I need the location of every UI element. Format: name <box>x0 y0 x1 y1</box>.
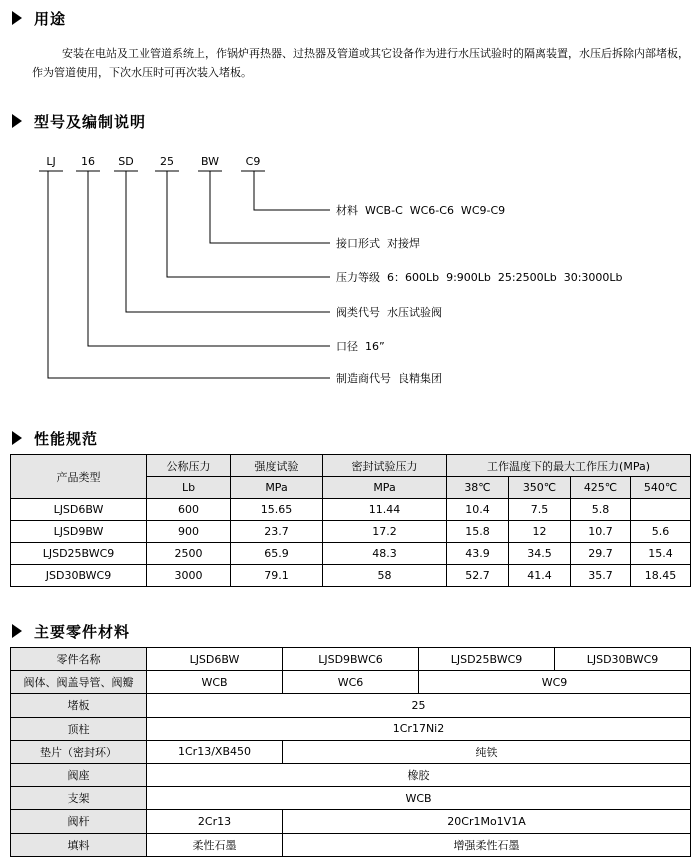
part-name: 阀杆 <box>11 810 147 833</box>
cell-t540: 15.4 <box>631 543 691 565</box>
model-code-diagram <box>0 140 700 390</box>
cell-t38: 52.7 <box>447 565 509 587</box>
part-material: 橡胶 <box>147 763 691 786</box>
parts-table <box>10 647 691 857</box>
header-seal-test: 密封试验压力 <box>323 455 447 477</box>
part-name: 阀座 <box>11 763 147 786</box>
cell-t540: 5.6 <box>631 521 691 543</box>
table-header-row <box>11 455 691 477</box>
cell-model: LJSD25BWC9 <box>11 543 147 565</box>
cell-model: LJSD9BW <box>11 521 147 543</box>
part-name: 阀体、阀盖导管、阀瓣 <box>11 671 147 694</box>
cell-t350: 12 <box>509 521 571 543</box>
code-16: 16 <box>81 155 95 168</box>
cell-t38: 10.4 <box>447 499 509 521</box>
cell-t540: 18.45 <box>631 565 691 587</box>
triangle-arrow-icon <box>12 624 22 638</box>
part-name: 垫片（密封环） <box>11 740 147 763</box>
cell-lb: 600 <box>147 499 231 521</box>
part-material: 20Cr1Mo1V1A <box>283 810 691 833</box>
cell-t350: 7.5 <box>509 499 571 521</box>
header-model-1: LJSD6BW <box>147 648 283 671</box>
code-25: 25 <box>160 155 174 168</box>
table-row <box>11 717 691 740</box>
table-row <box>11 810 691 833</box>
cell-t425: 5.8 <box>571 499 631 521</box>
cell-seal: 17.2 <box>323 521 447 543</box>
usage-heading <box>12 8 66 28</box>
header-model-2: LJSD9BWC6 <box>283 648 419 671</box>
desc-material: 材料 WCB-C WC6-C6 WC9-C9 <box>336 204 506 217</box>
part-name: 填料 <box>11 833 147 856</box>
part-material: 1Cr17Ni2 <box>147 717 691 740</box>
usage-paragraph: 安装在电站及工业管道系统上，作锅炉再热器、过热器及管道或其它设备作为进行水压试验时的隔离装置，水压后拆除内部堵板，作为管道使用，下次水压时可再次装入堵板。 <box>32 47 689 79</box>
table-row <box>11 671 691 694</box>
temp-425: 425℃ <box>571 477 631 499</box>
desc-valve-type: 阀类代号 水压试验阀 <box>336 306 442 319</box>
part-material: WC6 <box>283 671 419 694</box>
part-material: 增强柔性石墨 <box>283 833 691 856</box>
part-name: 堵板 <box>11 694 147 717</box>
temp-38: 38℃ <box>447 477 509 499</box>
model-heading <box>12 111 146 131</box>
cell-t425: 29.7 <box>571 543 631 565</box>
part-name: 支架 <box>11 787 147 810</box>
cell-t38: 43.9 <box>447 543 509 565</box>
desc-manufacturer: 制造商代号 良精集团 <box>336 372 442 385</box>
part-name: 顶柱 <box>11 717 147 740</box>
header-part-name: 零件名称 <box>11 648 147 671</box>
part-material: WCB <box>147 787 691 810</box>
part-material: WC9 <box>419 671 691 694</box>
table-row <box>11 521 691 543</box>
triangle-arrow-icon <box>12 11 22 25</box>
model-title: 型号及编制说明 <box>34 112 147 131</box>
table-row <box>11 694 691 717</box>
temp-540: 540℃ <box>631 477 691 499</box>
triangle-arrow-icon <box>12 114 22 128</box>
usage-title: 用途 <box>34 9 67 28</box>
code-sd: SD <box>118 155 134 168</box>
table-row <box>11 543 691 565</box>
table-row <box>11 787 691 810</box>
cell-lb: 900 <box>147 521 231 543</box>
table-row <box>11 833 691 856</box>
cell-seal: 11.44 <box>323 499 447 521</box>
part-material: 柔性石墨 <box>147 833 283 856</box>
header-nominal-pressure: 公称压力 <box>147 455 231 477</box>
parts-heading <box>12 621 130 641</box>
desc-connection: 接口形式 对接焊 <box>336 237 420 250</box>
desc-diameter: 口径 16” <box>336 340 385 353</box>
header-max-pressure: 工作温度下的最大工作压力(MPa) <box>447 455 691 477</box>
header-model-3: LJSD25BWC9 <box>419 648 555 671</box>
table-header-row <box>11 648 691 671</box>
cell-strength: 15.65 <box>231 499 323 521</box>
cell-t38: 15.8 <box>447 521 509 543</box>
cell-seal: 58 <box>323 565 447 587</box>
cell-lb: 3000 <box>147 565 231 587</box>
part-material: 纯铁 <box>283 740 691 763</box>
cell-strength: 79.1 <box>231 565 323 587</box>
temp-350: 350℃ <box>509 477 571 499</box>
cell-t350: 41.4 <box>509 565 571 587</box>
desc-pressure-class: 压力等级 6：600Lb 9:900Lb 25:2500Lb 30:3000Lb <box>336 271 623 284</box>
part-material: 1Cr13/XB450 <box>147 740 283 763</box>
unit-mpa: MPa <box>323 477 447 499</box>
unit-lb: Lb <box>147 477 231 499</box>
code-c9: C9 <box>245 155 261 168</box>
performance-heading <box>12 428 98 448</box>
cell-model: JSD30BWC9 <box>11 565 147 587</box>
part-material: 25 <box>147 694 691 717</box>
cell-t425: 10.7 <box>571 521 631 543</box>
table-row <box>11 565 691 587</box>
table-row <box>11 763 691 786</box>
part-material: WCB <box>147 671 283 694</box>
cell-t350: 34.5 <box>509 543 571 565</box>
code-lj: LJ <box>46 155 56 168</box>
cell-t540 <box>631 499 691 521</box>
part-material: 2Cr13 <box>147 810 283 833</box>
parts-title: 主要零件材料 <box>34 622 131 641</box>
unit-mpa: MPa <box>231 477 323 499</box>
cell-model: LJSD6BW <box>11 499 147 521</box>
header-product-type: 产品类型 <box>11 455 147 499</box>
cell-seal: 48.3 <box>323 543 447 565</box>
header-strength-test: 强度试验 <box>231 455 323 477</box>
header-model-4: LJSD30BWC9 <box>555 648 691 671</box>
cell-strength: 23.7 <box>231 521 323 543</box>
triangle-arrow-icon <box>12 431 22 445</box>
performance-title: 性能规范 <box>34 429 99 448</box>
cell-lb: 2500 <box>147 543 231 565</box>
table-row <box>11 740 691 763</box>
performance-table <box>10 454 691 587</box>
code-bw: BW <box>200 155 220 168</box>
cell-t425: 35.7 <box>571 565 631 587</box>
cell-strength: 65.9 <box>231 543 323 565</box>
table-row <box>11 499 691 521</box>
